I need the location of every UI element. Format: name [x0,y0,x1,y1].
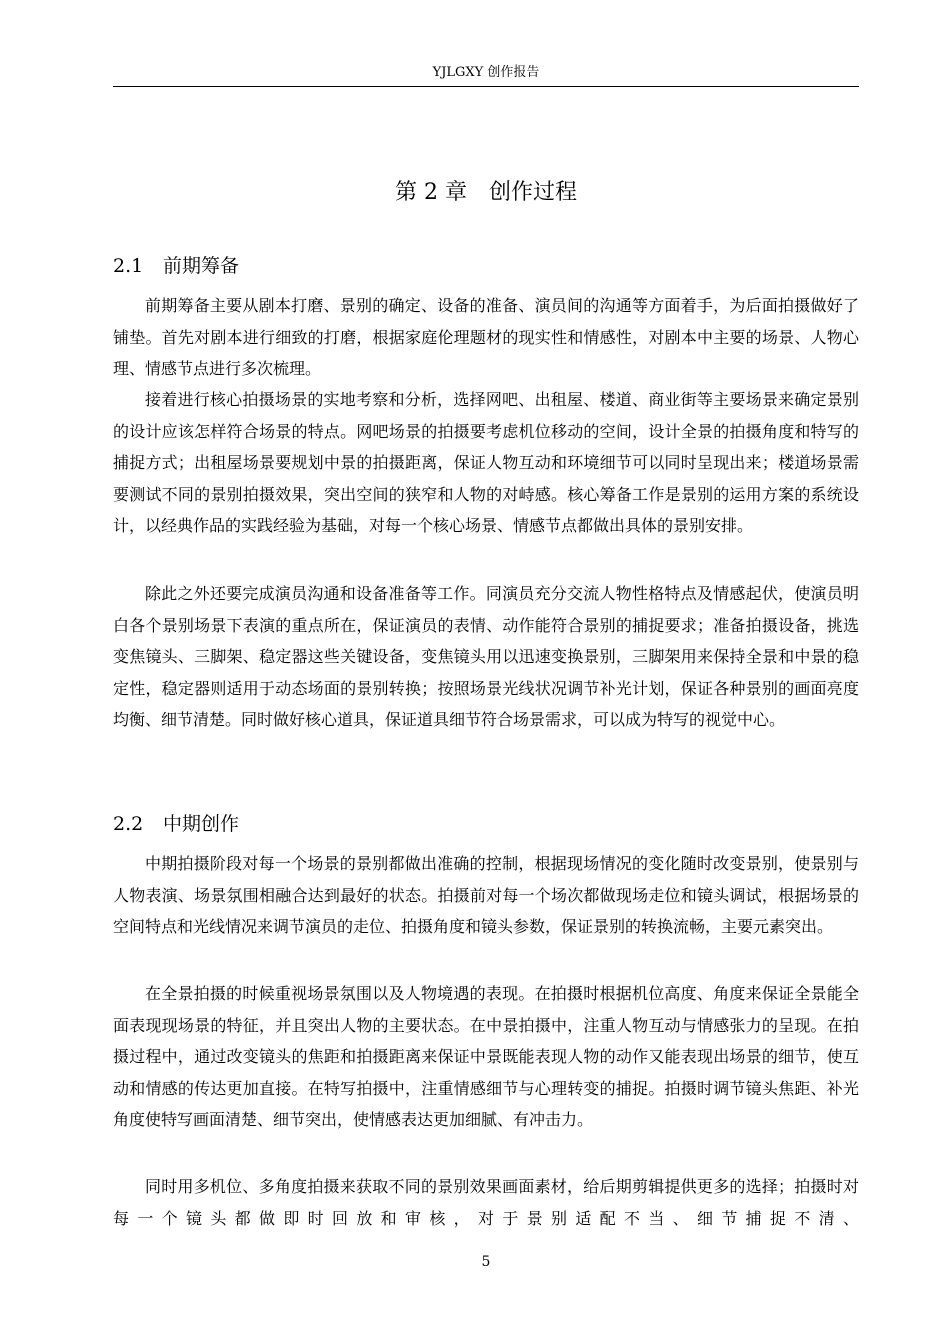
paragraph: 除此之外还要完成演员沟通和设备准备等工作。同演员充分交流人物性格特点及情感起伏，使演员明白各个景别场景下表演的重点所在，保证演员的表情、动作能符合景别的捕捉要求；准备拍摄设备，挑选变焦镜头、三脚架、稳定器这些关键设备，变焦镜头用以迅速变换景别，三脚架用来保持全景和中景的稳定性，稳定器则适用于动态场面的景别转换；按照场景光线状况调节补光计划，保证各种景别的画面亮度均衡、细节清楚。同时做好核心道具，保证道具细节符合场景需求，可以成为特写的视觉中心。 [113,584,859,729]
section-number: 2.2 [113,813,144,835]
chapter-title: 第 2 章 创作过程 [395,180,577,205]
paragraph: 在全景拍摄的时候重视场景氛围以及人物境遇的表现。在拍摄时根据机位高度、角度来保证全景能全面表现现场景的特征，并且突出人物的主要状态。在中景拍摄中，注重人物互动与情感张力的呈现。在拍摄过程中，通过改变镜头的焦距和拍摄距离来保证中景既能表现人物的动作又能表现出场景的细节，使互动和情感的传达更加直接。在特写拍摄中，注重情感细节与心理转变的捕捉。拍摄时调节镜头焦距、补光角度使特写画面清楚、细节突出，使情感表达更加细腻、有冲击力。 [113,984,859,1129]
paragraph: 接着进行核心拍摄场景的实地考察和分析，选择网吧、出租屋、楼道、商业街等主要场景来确定景别的设计应该怎样符合场景的特点。网吧场景的拍摄要考虑机位移动的空间，设计全景的拍摄角度和特写的捕捉方式；出租屋场景要规划中景的拍摄距离，保证人物互动和环境细节可以同时呈现出来；楼道场景需要测试不同的景别拍摄效果，突出空间的狭窄和人物的对峙感。核心筹备工作是景别的运用方案的系统设计，以经典作品的实践经验为基础，对每一个核心场景、情感节点都做出具体的景别安排。 [113,390,859,535]
paragraph: 中期拍摄阶段对每一个场景的景别都做出准确的控制，根据现场情况的变化随时改变景别，使景别与人物表演、场景氛围相融合达到最好的状态。拍摄前对每一个场次都做现场走位和镜头调试，根据场景的空间特点和光线情况来调节演员的走位、拍摄角度和镜头参数，保证景别的转换流畅，主要元素突出。 [113,854,859,936]
section-title: 中期创作 [163,813,240,835]
running-header: YJLGXY 创作报告 [432,65,540,80]
section-number: 2.1 [113,255,144,277]
paragraph: 前期筹备主要从剧本打磨、景别的确定、设备的准备、演员间的沟通等方面着手，为后面拍摄做好了铺垫。首先对剧本进行细致的打磨，根据家庭伦理题材的现实性和情感性，对剧本中主要的场景、人物心理、情感节点进行多次梳理。 [113,296,859,378]
paragraph: 同时用多机位、多角度拍摄来获取不同的景别效果画面素材，给后期剪辑提供更多的选择；拍摄时对每一个镜头都做即时回放和审核，对于景别适配不当、细节捕捉不清、 [113,1177,859,1228]
section-title: 前期筹备 [163,255,240,277]
page-number: 5 [481,1254,491,1270]
section-heading-2-2 [113,810,239,838]
section-heading-2-1 [113,252,239,280]
header-divider [113,86,859,87]
